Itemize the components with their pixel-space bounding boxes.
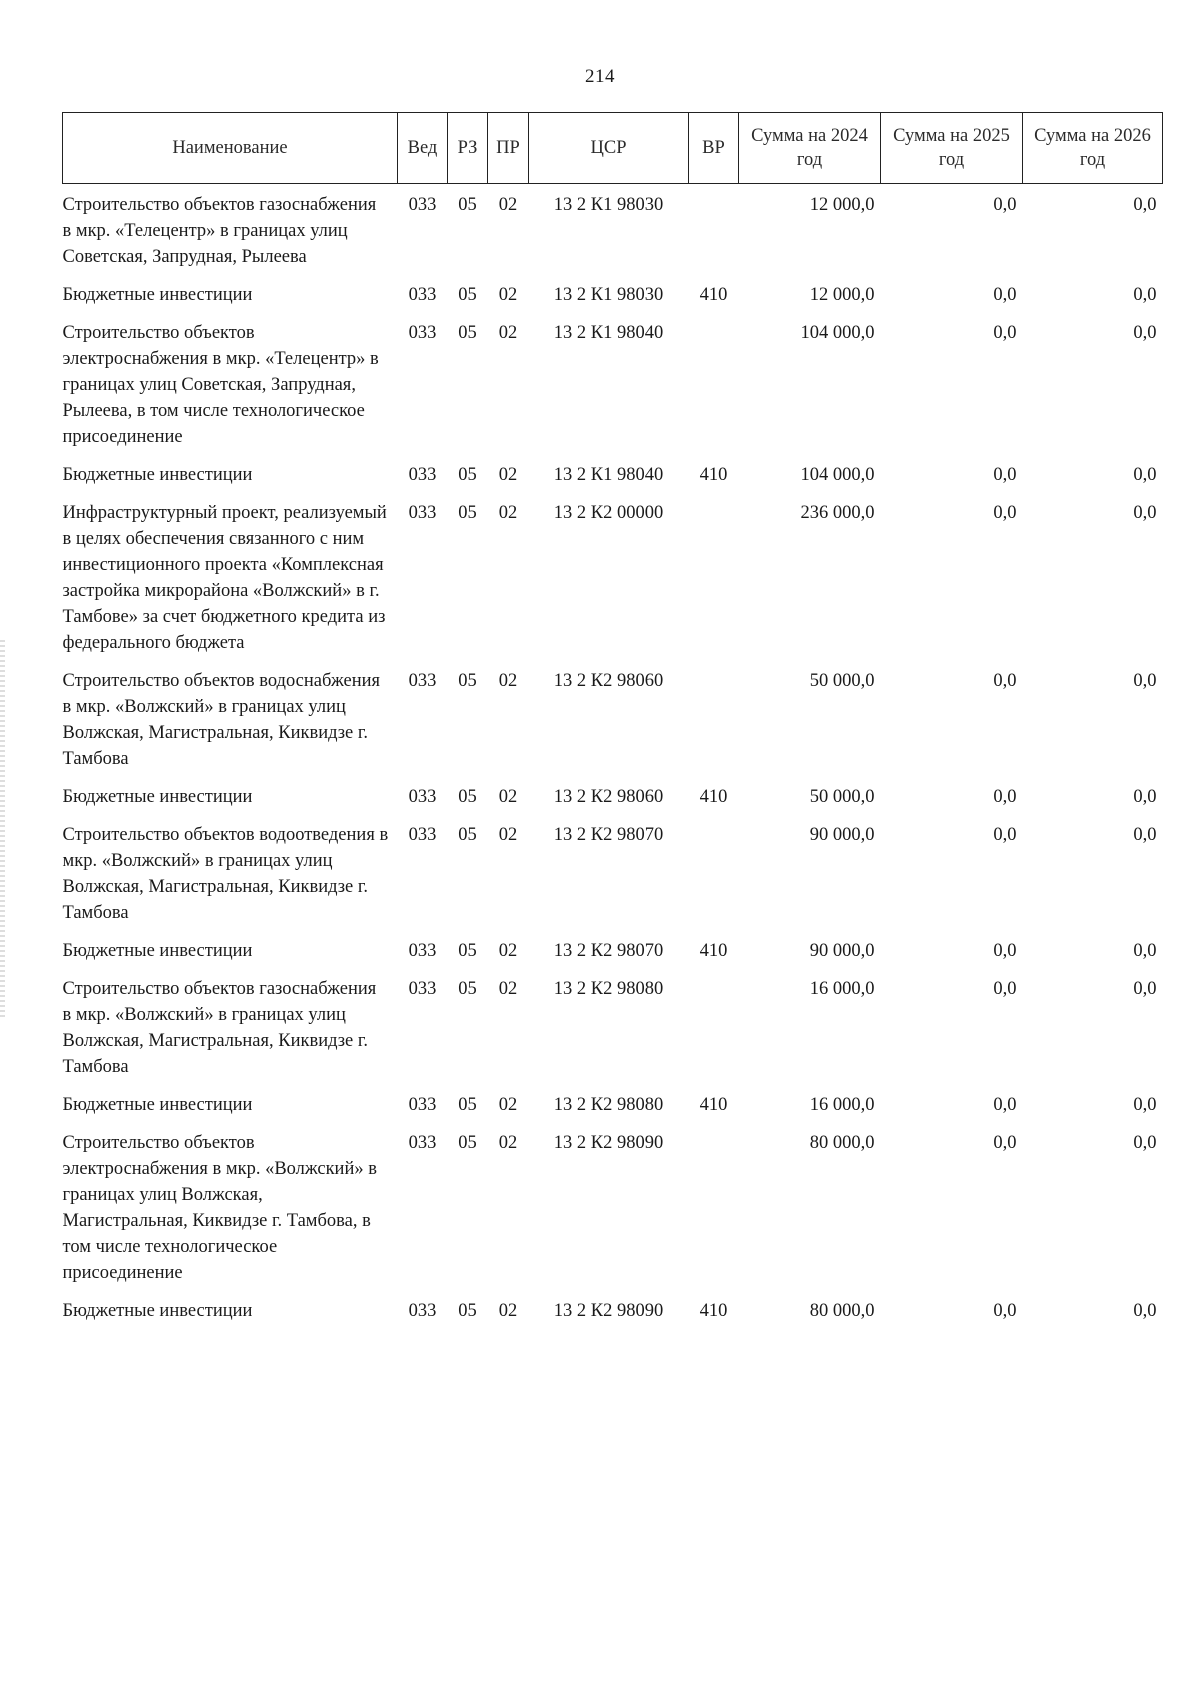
cell-name: Строительство объектов газоснабжения в мкр. «Телецентр» в границах улиц Советская, Запрудная, Рылеева — [62, 195, 377, 267]
cell-csr: 13 2 К2 98080 — [553, 979, 664, 999]
cell-sum-2025: 0,0 — [993, 941, 1017, 961]
cell-sum-2026: 0,0 — [1133, 503, 1157, 523]
cell-name: Строительство объектов водоотведения в мкр. «Волжский» в границах улиц Волжская, Магистральная, Киквидзе г. Тамбова — [62, 825, 389, 923]
table-row — [63, 816, 1163, 932]
cell-sum-2026: 0,0 — [1133, 195, 1157, 215]
cell-ved: 033 — [408, 787, 437, 807]
cell-rz: 05 — [458, 979, 477, 999]
cell-pr: 02 — [498, 465, 518, 485]
cell-csr: 13 2 К2 98090 — [553, 1301, 664, 1321]
table-row — [63, 276, 1163, 314]
cell-sum-2024: 90 000,0 — [809, 941, 875, 961]
cell-csr: 13 2 К2 98090 — [553, 1133, 664, 1153]
cell-name: Бюджетные инвестиции — [62, 465, 253, 485]
table-row — [63, 314, 1163, 456]
cell-sum-2024: 104 000,0 — [800, 323, 875, 343]
cell-rz: 05 — [458, 1301, 477, 1321]
cell-csr: 13 2 К2 98060 — [553, 671, 664, 691]
cell-sum-2026: 0,0 — [1133, 1301, 1157, 1321]
cell-pr: 02 — [498, 1301, 518, 1321]
cell-sum-2026: 0,0 — [1133, 671, 1157, 691]
cell-vr — [689, 494, 739, 662]
cell-rz: 05 — [458, 465, 477, 485]
table-header — [63, 113, 1163, 184]
cell-ved: 033 — [408, 979, 437, 999]
cell-ved: 033 — [408, 503, 437, 523]
cell-sum-2025: 0,0 — [993, 1095, 1017, 1115]
table-row — [63, 662, 1163, 778]
cell-ved: 033 — [408, 825, 437, 845]
cell-ved: 033 — [408, 941, 437, 961]
cell-name: Бюджетные инвестиции — [62, 1301, 253, 1321]
cell-sum-2025: 0,0 — [993, 323, 1017, 343]
header-rz: РЗ — [448, 113, 488, 184]
cell-sum-2024: 12 000,0 — [809, 285, 875, 305]
cell-sum-2025: 0,0 — [993, 1133, 1017, 1153]
cell-name: Инфраструктурный проект, реализуемый в целях обеспечения связанного с ним инвестиционного проекта «Комплексная застройка микрорайона «Волжский» в г. Тамбове» за счет бюджетного кредита из федерального бюджета — [62, 503, 387, 653]
budget-table — [62, 112, 1163, 1330]
cell-csr: 13 2 К1 98040 — [553, 465, 664, 485]
page-number: 214 — [585, 66, 615, 87]
cell-sum-2024: 80 000,0 — [809, 1301, 875, 1321]
cell-rz: 05 — [458, 787, 477, 807]
cell-csr: 13 2 К1 98030 — [553, 285, 664, 305]
cell-sum-2024: 50 000,0 — [809, 787, 875, 807]
cell-sum-2024: 50 000,0 — [809, 671, 875, 691]
header-pr: ПР — [488, 113, 529, 184]
cell-sum-2024: 16 000,0 — [809, 979, 875, 999]
cell-sum-2025: 0,0 — [993, 787, 1017, 807]
cell-vr — [689, 184, 739, 277]
cell-sum-2026: 0,0 — [1133, 285, 1157, 305]
cell-name: Строительство объектов газоснабжения в мкр. «Волжский» в границах улиц Волжская, Магистральная, Киквидзе г. Тамбова — [62, 979, 377, 1077]
cell-csr: 13 2 К1 98040 — [553, 323, 664, 343]
cell-sum-2026: 0,0 — [1133, 941, 1157, 961]
cell-sum-2026: 0,0 — [1133, 323, 1157, 343]
cell-sum-2025: 0,0 — [993, 285, 1017, 305]
cell-ved: 033 — [408, 195, 437, 215]
cell-csr: 13 2 К2 98080 — [553, 1095, 664, 1115]
cell-name: Бюджетные инвестиции — [62, 941, 253, 961]
cell-vr — [689, 970, 739, 1086]
cell-sum-2026: 0,0 — [1133, 1095, 1157, 1115]
cell-pr: 02 — [498, 285, 518, 305]
header-name: Наименование — [63, 113, 398, 184]
cell-pr: 02 — [498, 671, 518, 691]
cell-csr: 13 2 К2 98070 — [553, 825, 664, 845]
cell-sum-2026: 0,0 — [1133, 825, 1157, 845]
cell-sum-2026: 0,0 — [1133, 1133, 1157, 1153]
cell-sum-2025: 0,0 — [993, 979, 1017, 999]
cell-rz: 05 — [458, 285, 477, 305]
scan-binder-edge — [0, 640, 5, 1020]
cell-ved: 033 — [408, 323, 437, 343]
cell-sum-2024: 90 000,0 — [809, 825, 875, 845]
table-row — [63, 1292, 1163, 1330]
cell-csr: 13 2 К2 00000 — [553, 503, 664, 523]
cell-name: Бюджетные инвестиции — [62, 285, 253, 305]
cell-sum-2026: 0,0 — [1133, 465, 1157, 485]
cell-vr: 410 — [699, 465, 728, 485]
cell-sum-2024: 236 000,0 — [800, 503, 875, 523]
table-row — [63, 970, 1163, 1086]
table-row — [63, 1124, 1163, 1292]
cell-sum-2026: 0,0 — [1133, 979, 1157, 999]
cell-pr: 02 — [498, 503, 518, 523]
cell-rz: 05 — [458, 195, 477, 215]
cell-vr — [689, 1124, 739, 1292]
cell-rz: 05 — [458, 941, 477, 961]
cell-rz: 05 — [458, 825, 477, 845]
table-row — [63, 456, 1163, 494]
cell-csr: 13 2 К2 98070 — [553, 941, 664, 961]
header-sum-2024: Сумма на 2024 год — [739, 113, 881, 184]
cell-ved: 033 — [408, 1301, 437, 1321]
header-vr: ВР — [689, 113, 739, 184]
cell-sum-2025: 0,0 — [993, 195, 1017, 215]
cell-vr — [689, 314, 739, 456]
cell-sum-2024: 104 000,0 — [800, 465, 875, 485]
cell-vr: 410 — [699, 285, 728, 305]
cell-vr: 410 — [699, 941, 728, 961]
cell-name: Бюджетные инвестиции — [62, 787, 253, 807]
cell-vr: 410 — [699, 1301, 728, 1321]
table-row — [63, 778, 1163, 816]
cell-rz: 05 — [458, 323, 477, 343]
cell-rz: 05 — [458, 1095, 477, 1115]
cell-rz: 05 — [458, 1133, 477, 1153]
cell-sum-2024: 12 000,0 — [809, 195, 875, 215]
cell-sum-2025: 0,0 — [993, 671, 1017, 691]
cell-name: Строительство объектов электроснабжения в мкр. «Волжский» в границах улиц Волжская, Магистральная, Киквидзе г. Тамбова, в том числе технологическое присоединение — [62, 1133, 377, 1283]
cell-sum-2025: 0,0 — [993, 1301, 1017, 1321]
cell-name: Бюджетные инвестиции — [62, 1095, 253, 1115]
cell-pr: 02 — [498, 825, 518, 845]
cell-ved: 033 — [408, 1133, 437, 1153]
cell-ved: 033 — [408, 465, 437, 485]
cell-ved: 033 — [408, 285, 437, 305]
header-ved: Вед — [398, 113, 448, 184]
table-row — [63, 494, 1163, 662]
cell-pr: 02 — [498, 1095, 518, 1115]
table-row — [63, 1086, 1163, 1124]
cell-pr: 02 — [498, 323, 518, 343]
cell-rz: 05 — [458, 503, 477, 523]
cell-name: Строительство объектов электроснабжения в мкр. «Телецентр» в границах улиц Советская, Запрудная, Рылеева, в том числе технологическое присоединение — [62, 323, 379, 447]
cell-ved: 033 — [408, 1095, 437, 1115]
cell-pr: 02 — [498, 941, 518, 961]
cell-pr: 02 — [498, 979, 518, 999]
table-row — [63, 184, 1163, 277]
cell-pr: 02 — [498, 1133, 518, 1153]
cell-sum-2024: 80 000,0 — [809, 1133, 875, 1153]
cell-sum-2025: 0,0 — [993, 465, 1017, 485]
cell-vr — [689, 662, 739, 778]
cell-sum-2024: 16 000,0 — [809, 1095, 875, 1115]
cell-pr: 02 — [498, 195, 518, 215]
cell-vr: 410 — [699, 787, 728, 807]
cell-vr — [689, 816, 739, 932]
header-csr: ЦСР — [529, 113, 689, 184]
table-body — [63, 184, 1163, 1331]
cell-sum-2025: 0,0 — [993, 503, 1017, 523]
cell-vr: 410 — [699, 1095, 728, 1115]
cell-rz: 05 — [458, 671, 477, 691]
cell-ved: 033 — [408, 671, 437, 691]
cell-sum-2026: 0,0 — [1133, 787, 1157, 807]
cell-sum-2025: 0,0 — [993, 825, 1017, 845]
cell-csr: 13 2 К1 98030 — [553, 195, 664, 215]
table-row — [63, 932, 1163, 970]
cell-name: Строительство объектов водоснабжения в мкр. «Волжский» в границах улиц Волжская, Магистральная, Киквидзе г. Тамбова — [62, 671, 381, 769]
header-sum-2025: Сумма на 2025 год — [881, 113, 1023, 184]
header-sum-2026: Сумма на 2026 год — [1023, 113, 1163, 184]
cell-pr: 02 — [498, 787, 518, 807]
cell-csr: 13 2 К2 98060 — [553, 787, 664, 807]
